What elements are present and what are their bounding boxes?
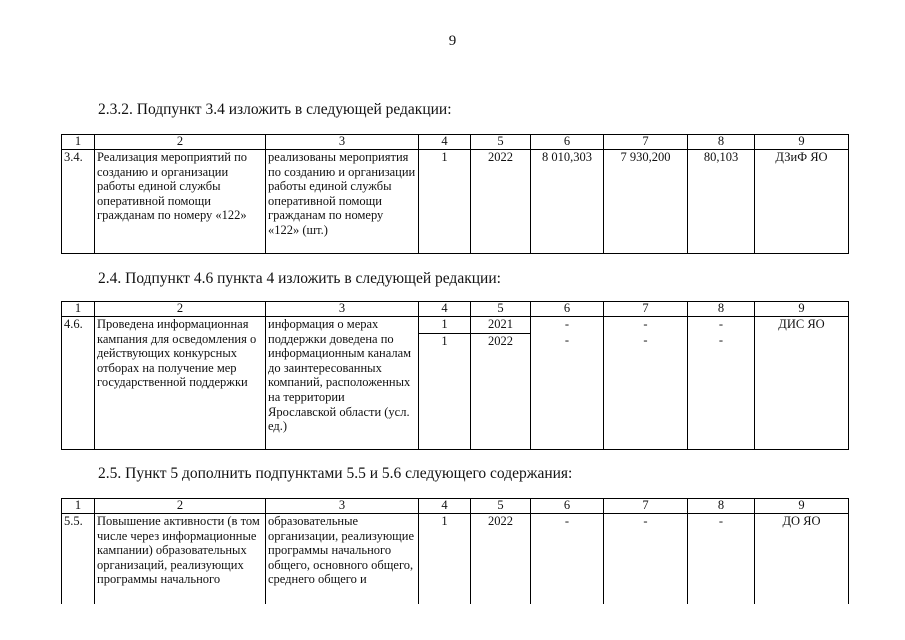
funding-total: 8 010,303 (531, 150, 604, 254)
indicator-value: 1 (419, 514, 471, 604)
funding-total: - (564, 317, 570, 331)
table-header-row (62, 499, 849, 514)
measure-name: Проведена информационная кампания для осведомления о действующих конкурсных отборах на получение мер государственной поддержки (95, 317, 266, 450)
col-header: 7 (604, 135, 688, 150)
table-header-row (62, 302, 849, 317)
section-heading-2-5: 2.5. Пункт 5 дополнить подпунктами 5.5 и 5.6 следующего содержания: (98, 465, 573, 482)
col-header: 6 (531, 499, 604, 514)
funding-local: - (688, 514, 755, 604)
row-number: 3.4. (62, 150, 95, 254)
col-header: 9 (755, 302, 849, 317)
col-header: 2 (95, 135, 266, 150)
col-header: 4 (419, 302, 471, 317)
year: 2022 (488, 334, 513, 348)
col-header: 5 (471, 302, 531, 317)
col-header: 1 (62, 302, 95, 317)
indicator-text: образовательные организации, реализующие программы начального общего, основного общего, среднего общего и (266, 514, 419, 604)
col-header: 6 (531, 135, 604, 150)
col-header: 8 (688, 135, 755, 150)
col-header: 5 (471, 499, 531, 514)
col-header: 4 (419, 135, 471, 150)
years (471, 317, 531, 450)
col-header: 6 (531, 302, 604, 317)
table-row (62, 317, 849, 450)
funding-total: - (564, 333, 570, 347)
indicator-text: информация о мерах поддержки доведена по информационным каналам до заинтересованных компаний, расположенных на территории Ярославской области (усл. ед.) (266, 317, 419, 450)
table-row (62, 514, 849, 604)
col-header: 9 (755, 499, 849, 514)
responsible-executor: ДИС ЯО (755, 317, 849, 450)
year: 2021 (471, 317, 530, 334)
table-subitem-3-4 (61, 134, 849, 254)
funding-regional: 7 930,200 (604, 150, 688, 254)
indicator-values (419, 317, 471, 450)
responsible-executor: ДЗиФ ЯО (755, 150, 849, 254)
measure-name: Реализация мероприятий по созданию и организации работы единой службы оперативной помощи гражданам по номеру «122» (95, 150, 266, 254)
col-header: 2 (95, 302, 266, 317)
section-heading-2-3-2: 2.3.2. Подпункт 3.4 изложить в следующей редакции: (98, 101, 452, 118)
col-header: 1 (62, 499, 95, 514)
indicator-value: 1 (419, 150, 471, 254)
col-header: 7 (604, 302, 688, 317)
col-header: 5 (471, 135, 531, 150)
funding-regional: - (604, 514, 688, 604)
table-header-row (62, 135, 849, 150)
funding-local: - (718, 317, 724, 331)
col-header: 3 (266, 135, 419, 150)
col-header: 4 (419, 499, 471, 514)
col-header: 7 (604, 499, 688, 514)
col-header: 8 (688, 302, 755, 317)
year: 2022 (471, 150, 531, 254)
table-row (62, 150, 849, 254)
funding-local: - (718, 333, 724, 347)
year: 2022 (471, 514, 531, 604)
indicator-value: 1 (419, 317, 470, 334)
col-header: 1 (62, 135, 95, 150)
funding-local-values (688, 317, 755, 450)
measure-name: Повышение активности (в том числе через информационные кампании) образовательных организаций, реализующих программы начального (95, 514, 266, 604)
table-subitem-5-5 (61, 498, 849, 604)
col-header: 2 (95, 499, 266, 514)
row-number: 4.6. (62, 317, 95, 450)
col-header: 9 (755, 135, 849, 150)
funding-regional: - (643, 333, 648, 347)
funding-regional: - (643, 317, 648, 331)
funding-local: 80,103 (688, 150, 755, 254)
page-number: 9 (448, 33, 457, 49)
col-header: 3 (266, 499, 419, 514)
col-header: 3 (266, 302, 419, 317)
funding-total: - (531, 514, 604, 604)
responsible-executor: ДО ЯО (755, 514, 849, 604)
row-number: 5.5. (62, 514, 95, 604)
col-header: 8 (688, 499, 755, 514)
section-heading-2-4: 2.4. Подпункт 4.6 пункта 4 изложить в следующей редакции: (98, 270, 501, 287)
indicator-value: 1 (441, 334, 448, 348)
funding-total-values (531, 317, 604, 450)
table-subitem-4-6 (61, 301, 849, 450)
funding-regional-values (604, 317, 688, 450)
indicator-text: реализованы мероприятия по созданию и организации работы единой службы оперативной помощи гражданам по номеру «122» (шт.) (266, 150, 419, 254)
